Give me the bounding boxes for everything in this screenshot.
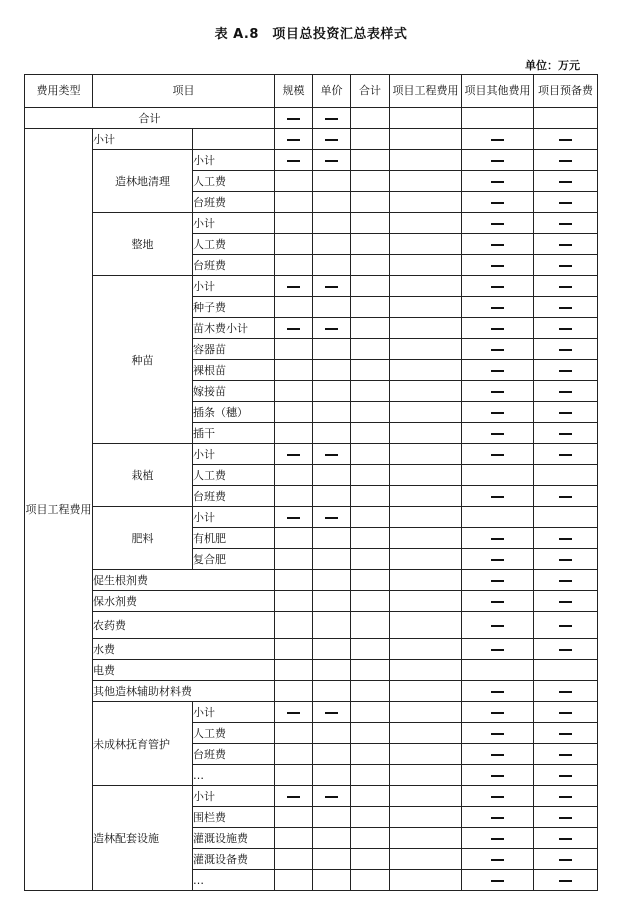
dash-mark <box>462 786 534 807</box>
dash-mark <box>534 171 598 192</box>
header-other-cost: 项目其他费用 <box>462 75 534 108</box>
row-label-subtotal: 小计 <box>193 702 275 723</box>
dash-mark <box>462 744 534 765</box>
dash-mark <box>534 549 598 570</box>
dash-mark <box>462 276 534 297</box>
dash-mark <box>462 723 534 744</box>
dash-mark <box>275 108 313 129</box>
header-reserve-cost: 项目预备费 <box>534 75 598 108</box>
row-label-irrigation-equipment: 灌溉设备费 <box>193 849 275 870</box>
dash-mark <box>275 702 313 723</box>
dash-mark <box>534 339 598 360</box>
cost-type-engineering: 项目工程费用 <box>25 129 93 891</box>
row-label-subtotal: 小计 <box>193 213 275 234</box>
row-label-container: 容器苗 <box>193 339 275 360</box>
dash-mark <box>275 444 313 465</box>
dash-mark <box>313 444 351 465</box>
row-label-subtotal: 小计 <box>193 786 275 807</box>
dash-mark <box>462 423 534 444</box>
dash-mark <box>462 213 534 234</box>
header-scale: 规模 <box>275 75 313 108</box>
dash-mark <box>462 807 534 828</box>
row-label-seed-fee: 种子费 <box>193 297 275 318</box>
group-tending: 未成林抚育管护 <box>93 702 193 786</box>
row-label-pesticide: 农药费 <box>93 612 275 639</box>
header-engineering-cost: 项目工程费用 <box>390 75 462 108</box>
header-item: 项目 <box>93 75 275 108</box>
group-fertilizer: 肥料 <box>93 507 193 570</box>
row-label-shift: 台班费 <box>193 744 275 765</box>
row-label-labor: 人工费 <box>193 171 275 192</box>
dash-mark <box>534 612 598 639</box>
row-label-subtotal: 小计 <box>193 444 275 465</box>
row-label-compound: 复合肥 <box>193 549 275 570</box>
dash-mark <box>313 150 351 171</box>
dash-mark <box>462 150 534 171</box>
row-label-grand-total: 合计 <box>25 108 275 129</box>
dash-mark <box>534 444 598 465</box>
dash-mark <box>534 591 598 612</box>
table-row <box>25 591 598 612</box>
header-unit-price: 单价 <box>313 75 351 108</box>
dash-mark <box>534 297 598 318</box>
dash-mark <box>534 192 598 213</box>
dash-mark <box>534 234 598 255</box>
dash-mark <box>462 681 534 702</box>
dash-mark <box>534 681 598 702</box>
row-label-shift: 台班费 <box>193 192 275 213</box>
row-label-water-retain: 保水剂费 <box>93 591 275 612</box>
dash-mark <box>534 381 598 402</box>
row-label-shift: 台班费 <box>193 486 275 507</box>
dash-mark <box>313 108 351 129</box>
group-facilities: 造林配套设施 <box>93 786 193 891</box>
table-row <box>25 444 598 465</box>
dash-mark <box>534 870 598 891</box>
row-label-rooting: 促生根剂费 <box>93 570 275 591</box>
dash-mark <box>462 171 534 192</box>
dash-mark <box>462 870 534 891</box>
header-cost-type: 费用类型 <box>25 75 93 108</box>
dash-mark <box>462 549 534 570</box>
row-label-shift: 台班费 <box>193 255 275 276</box>
row-label-electric: 电费 <box>93 660 275 681</box>
dash-mark <box>275 507 313 528</box>
dash-mark <box>534 723 598 744</box>
dash-mark <box>462 255 534 276</box>
dash-mark <box>462 528 534 549</box>
dash-mark <box>534 360 598 381</box>
table-row <box>25 150 598 171</box>
dash-mark <box>313 276 351 297</box>
dash-mark <box>462 828 534 849</box>
group-planting: 栽植 <box>93 444 193 507</box>
dash-mark <box>462 591 534 612</box>
dash-mark <box>534 570 598 591</box>
table-row <box>25 570 598 591</box>
row-label-subtotal: 小计 <box>193 276 275 297</box>
dash-mark <box>534 213 598 234</box>
table-row <box>25 660 598 681</box>
row-label-subtotal: 小计 <box>193 150 275 171</box>
dash-mark <box>462 849 534 870</box>
row-label-labor: 人工费 <box>193 465 275 486</box>
row-label-grafted: 嫁接苗 <box>193 381 275 402</box>
dash-mark <box>462 234 534 255</box>
dash-mark <box>534 807 598 828</box>
dash-mark <box>275 276 313 297</box>
dash-mark <box>534 276 598 297</box>
dash-mark <box>462 639 534 660</box>
table-row <box>25 507 598 528</box>
row-label-subtotal: 小计 <box>93 129 193 150</box>
group-land-clearing: 造林地清理 <box>93 150 193 213</box>
table-row <box>25 786 598 807</box>
dash-mark <box>534 129 598 150</box>
dash-mark <box>462 192 534 213</box>
dash-mark <box>534 744 598 765</box>
dash-mark <box>275 786 313 807</box>
dash-mark <box>275 318 313 339</box>
dash-mark <box>275 150 313 171</box>
investment-summary-table <box>24 74 598 891</box>
dash-mark <box>313 702 351 723</box>
dash-mark <box>462 360 534 381</box>
table-title: 表 A.8 项目总投资汇总表样式 <box>214 27 408 42</box>
dash-mark <box>534 318 598 339</box>
dash-mark <box>462 318 534 339</box>
row-label-labor: 人工费 <box>193 723 275 744</box>
dash-mark <box>462 702 534 723</box>
dash-mark <box>534 765 598 786</box>
row-label-organic: 有机肥 <box>193 528 275 549</box>
row-label-bare-root: 裸根苗 <box>193 360 275 381</box>
dash-mark <box>534 402 598 423</box>
dash-mark <box>534 423 598 444</box>
dash-mark <box>534 828 598 849</box>
dash-mark <box>534 150 598 171</box>
dash-mark <box>462 297 534 318</box>
row-label-labor: 人工费 <box>193 234 275 255</box>
dash-mark <box>275 129 313 150</box>
dash-mark <box>534 528 598 549</box>
dash-mark <box>462 486 534 507</box>
dash-mark <box>462 339 534 360</box>
row-label-nursery-subtotal: 苗木费小计 <box>193 318 275 339</box>
row-label-water: 水费 <box>93 639 275 660</box>
row-label-other-material: 其他造林辅助材料费 <box>93 681 275 702</box>
group-seedling: 种苗 <box>93 276 193 444</box>
dash-mark <box>462 612 534 639</box>
table-row <box>25 681 598 702</box>
group-site-prep: 整地 <box>93 213 193 276</box>
dash-mark <box>462 444 534 465</box>
header-row <box>25 75 598 108</box>
dash-mark <box>313 129 351 150</box>
row-label-cutting: 插条（穗） <box>193 402 275 423</box>
row-label-fence: 围栏费 <box>193 807 275 828</box>
table-row <box>25 129 598 150</box>
table-row <box>25 213 598 234</box>
dash-mark <box>462 570 534 591</box>
dash-mark <box>534 702 598 723</box>
dash-mark <box>313 786 351 807</box>
dash-mark <box>534 255 598 276</box>
table-row <box>25 639 598 660</box>
table-row <box>25 702 598 723</box>
row-label-ellipsis: … <box>193 765 275 786</box>
table-row <box>25 108 598 129</box>
dash-mark <box>462 402 534 423</box>
dash-mark <box>534 849 598 870</box>
dash-mark <box>313 507 351 528</box>
row-label-stake: 插干 <box>193 423 275 444</box>
table-row <box>25 276 598 297</box>
dash-mark <box>462 129 534 150</box>
dash-mark <box>534 786 598 807</box>
dash-mark <box>534 486 598 507</box>
unit-label: 单位：万元 <box>525 59 580 72</box>
row-label-irrigation-facility: 灌溉设施费 <box>193 828 275 849</box>
table-row <box>25 612 598 639</box>
dash-mark <box>534 639 598 660</box>
dash-mark <box>462 765 534 786</box>
header-total: 合计 <box>351 75 390 108</box>
row-label-subtotal: 小计 <box>193 507 275 528</box>
row-label-ellipsis: … <box>193 870 275 891</box>
dash-mark <box>313 318 351 339</box>
dash-mark <box>462 381 534 402</box>
